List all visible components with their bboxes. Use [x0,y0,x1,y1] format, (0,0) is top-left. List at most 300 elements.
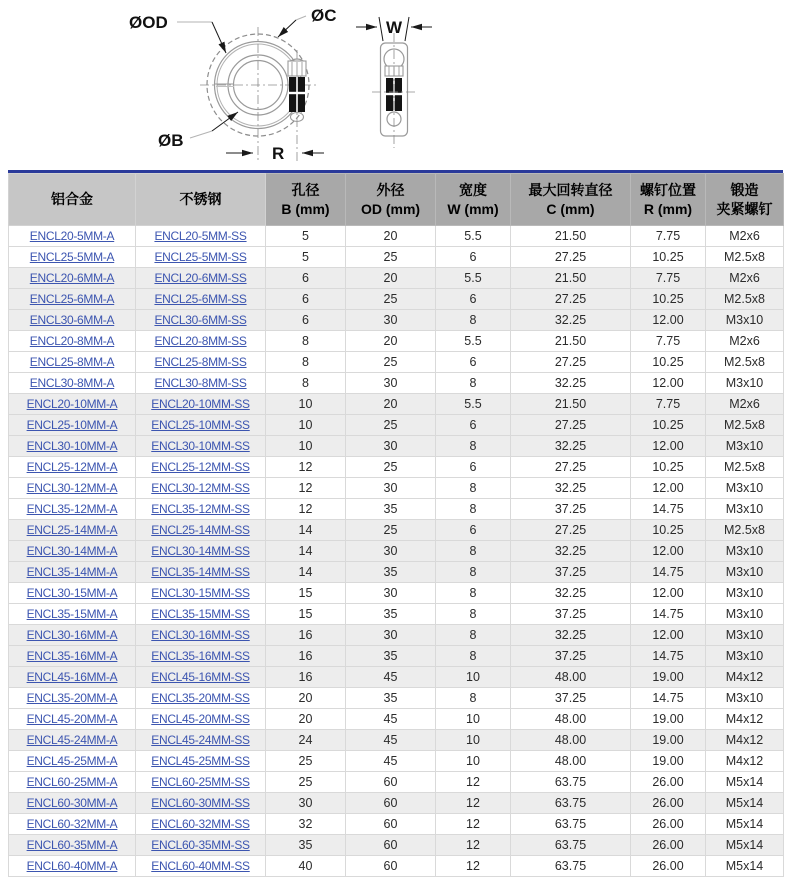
part-number-cell [9,415,136,436]
table-row [9,730,784,751]
od-cell: 25 [346,457,436,478]
stainless-part-link[interactable]: ENCL25-14MM-SS [151,522,250,537]
stainless-part-link[interactable]: ENCL20-6MM-SS [154,270,247,285]
stainless-part-link[interactable]: ENCL30-16MM-SS [151,627,250,642]
clamp-screw-cell: M3x10 [706,688,784,709]
screw-position-cell: 26.00 [631,793,706,814]
table-row [9,415,784,436]
stainless-part-link[interactable]: ENCL30-15MM-SS [151,585,250,600]
stainless-part-link[interactable]: ENCL45-24MM-SS [151,732,250,747]
part-number-cell [9,268,136,289]
stainless-part-link[interactable]: ENCL60-40MM-SS [151,858,250,873]
stainless-part-link[interactable]: ENCL35-12MM-SS [151,501,250,516]
bore-cell: 6 [266,310,346,331]
screw-position-cell: 14.75 [631,562,706,583]
stainless-part-link[interactable]: ENCL30-12MM-SS [151,480,250,495]
table-row [9,646,784,667]
width-cell: 10 [436,730,511,751]
bore-cell: 12 [266,457,346,478]
table-row [9,331,784,352]
aluminum-part-link[interactable]: ENCL60-35MM-A [26,837,118,852]
width-cell: 6 [436,415,511,436]
table-row [9,394,784,415]
swing-diameter-cell: 27.25 [511,415,631,436]
part-number-cell [9,520,136,541]
stainless-part-link[interactable]: ENCL35-16MM-SS [151,648,250,663]
aluminum-part-link[interactable]: ENCL35-20MM-A [26,690,118,705]
part-number-cell [136,289,266,310]
width-cell: 8 [436,541,511,562]
width-cell: 5.5 [436,268,511,289]
table-row [9,520,784,541]
clamp-screw-cell: M2x6 [706,268,784,289]
stainless-part-link[interactable]: ENCL25-12MM-SS [151,459,250,474]
bore-cell: 15 [266,583,346,604]
screw-position-cell: 12.00 [631,541,706,562]
part-number-cell [9,373,136,394]
part-number-cell [9,625,136,646]
od-cell: 30 [346,436,436,457]
screw-position-cell: 10.25 [631,520,706,541]
od-cell: 20 [346,268,436,289]
od-cell: 35 [346,688,436,709]
width-cell: 8 [436,499,511,520]
col-header-od: 外径 OD (mm) [346,174,436,226]
width-cell: 6 [436,520,511,541]
table-row [9,625,784,646]
bore-cell: 8 [266,352,346,373]
part-number-cell [136,709,266,730]
part-number-cell [136,835,266,856]
bore-cell: 30 [266,793,346,814]
part-number-cell [9,835,136,856]
width-cell: 12 [436,856,511,877]
aluminum-part-link[interactable]: ENCL25-10MM-A [26,417,118,432]
table-row [9,793,784,814]
clamp-screw-cell: M4x12 [706,751,784,772]
od-cell: 35 [346,562,436,583]
od-cell: 20 [346,394,436,415]
width-cell: 12 [436,835,511,856]
od-cell: 25 [346,415,436,436]
part-number-cell [136,268,266,289]
table-row [9,310,784,331]
width-cell: 8 [436,688,511,709]
screw-position-cell: 10.25 [631,457,706,478]
swing-diameter-cell: 21.50 [511,394,631,415]
swing-diameter-cell: 21.50 [511,331,631,352]
part-number-cell [9,457,136,478]
width-cell: 8 [436,310,511,331]
swing-diameter-cell: 32.25 [511,310,631,331]
stainless-part-link[interactable]: ENCL60-30MM-SS [151,795,250,810]
bore-cell: 24 [266,730,346,751]
screw-position-cell: 12.00 [631,310,706,331]
table-row [9,268,784,289]
swing-diameter-cell: 63.75 [511,814,631,835]
clamp-screw-cell: M3x10 [706,625,784,646]
stainless-part-link[interactable]: ENCL25-6MM-SS [154,291,247,306]
stainless-part-link[interactable]: ENCL45-25MM-SS [151,753,250,768]
bore-cell: 12 [266,499,346,520]
swing-diameter-cell: 27.25 [511,352,631,373]
part-number-cell [136,562,266,583]
stainless-part-link[interactable]: ENCL25-5MM-SS [154,249,247,264]
od-cell: 60 [346,793,436,814]
screw-position-cell: 26.00 [631,856,706,877]
aluminum-part-link[interactable]: ENCL35-12MM-A [26,501,118,516]
od-cell: 30 [346,310,436,331]
width-cell: 10 [436,709,511,730]
table-row [9,688,784,709]
aluminum-part-link[interactable]: ENCL30-6MM-A [29,312,115,327]
bore-cell: 15 [266,604,346,625]
stainless-part-link[interactable]: ENCL30-6MM-SS [154,312,247,327]
stainless-part-link[interactable]: ENCL45-16MM-SS [151,669,250,684]
aluminum-part-link[interactable]: ENCL20-5MM-A [29,228,115,243]
clamp-screw-cell: M5x14 [706,835,784,856]
width-cell: 8 [436,478,511,499]
od-cell: 25 [346,520,436,541]
width-cell: 8 [436,373,511,394]
swing-diameter-cell: 37.25 [511,562,631,583]
aluminum-part-link[interactable]: ENCL25-5MM-A [29,249,115,264]
width-cell: 8 [436,562,511,583]
width-cell: 6 [436,289,511,310]
table-row [9,499,784,520]
aluminum-part-link[interactable]: ENCL20-6MM-A [29,270,115,285]
stainless-part-link[interactable]: ENCL60-32MM-SS [151,816,250,831]
dim-label-c: ØC [311,6,337,25]
shaft-collar-drawing [0,0,790,170]
stainless-part-link[interactable]: ENCL20-10MM-SS [151,396,250,411]
od-cell: 45 [346,751,436,772]
stainless-part-link[interactable]: ENCL45-20MM-SS [151,711,250,726]
aluminum-part-link[interactable]: ENCL30-15MM-A [26,585,118,600]
clamp-screw-cell: M2.5x8 [706,352,784,373]
od-cell: 25 [346,247,436,268]
part-number-cell [136,541,266,562]
bore-cell: 10 [266,394,346,415]
part-number-cell [9,478,136,499]
part-number-cell [136,478,266,499]
bore-cell: 40 [266,856,346,877]
stainless-part-link[interactable]: ENCL60-25MM-SS [151,774,250,789]
screw-position-cell: 26.00 [631,772,706,793]
part-number-cell [9,436,136,457]
aluminum-part-link[interactable]: ENCL60-32MM-A [26,816,118,831]
od-cell: 25 [346,352,436,373]
part-number-cell [9,331,136,352]
bore-cell: 12 [266,478,346,499]
aluminum-part-link[interactable]: ENCL30-10MM-A [26,438,118,453]
stainless-part-link[interactable]: ENCL30-8MM-SS [154,375,247,390]
bore-cell: 16 [266,667,346,688]
table-row [9,289,784,310]
bore-cell: 20 [266,709,346,730]
aluminum-part-link[interactable]: ENCL30-16MM-A [26,627,118,642]
spec-table [8,173,784,877]
stainless-part-link[interactable]: ENCL20-5MM-SS [154,228,247,243]
swing-diameter-cell: 27.25 [511,289,631,310]
od-cell: 60 [346,772,436,793]
aluminum-part-link[interactable]: ENCL30-8MM-A [29,375,115,390]
aluminum-part-link[interactable]: ENCL25-6MM-A [29,291,115,306]
swing-diameter-cell: 48.00 [511,667,631,688]
swing-diameter-cell: 63.75 [511,793,631,814]
clamp-screw-cell: M3x10 [706,583,784,604]
screw-position-cell: 12.00 [631,625,706,646]
table-row [9,478,784,499]
part-number-cell [9,751,136,772]
part-number-cell [9,688,136,709]
swing-diameter-cell: 32.25 [511,583,631,604]
bore-cell: 14 [266,541,346,562]
table-row [9,835,784,856]
bore-cell: 8 [266,373,346,394]
aluminum-part-link[interactable]: ENCL35-16MM-A [26,648,118,663]
screw-position-cell: 7.75 [631,394,706,415]
od-cell: 30 [346,478,436,499]
table-row [9,352,784,373]
od-cell: 30 [346,373,436,394]
aluminum-part-link[interactable]: ENCL35-14MM-A [26,564,118,579]
od-cell: 30 [346,583,436,604]
stainless-part-link[interactable]: ENCL30-14MM-SS [151,543,250,558]
stainless-part-link[interactable]: ENCL35-20MM-SS [151,690,250,705]
part-number-cell [9,352,136,373]
swing-diameter-cell: 27.25 [511,457,631,478]
clamp-screw-cell: M2x6 [706,331,784,352]
width-cell: 8 [436,625,511,646]
od-cell: 25 [346,289,436,310]
screw-position-cell: 7.75 [631,268,706,289]
aluminum-part-link[interactable]: ENCL25-12MM-A [26,459,118,474]
clamp-screw-cell: M3x10 [706,604,784,625]
od-cell: 45 [346,709,436,730]
swing-diameter-cell: 32.25 [511,541,631,562]
spec-table-header [9,174,784,226]
aluminum-part-link[interactable]: ENCL25-8MM-A [29,354,115,369]
part-number-cell [9,814,136,835]
width-cell: 6 [436,247,511,268]
table-row [9,751,784,772]
swing-diameter-cell: 37.25 [511,499,631,520]
aluminum-part-link[interactable]: ENCL60-40MM-A [26,858,118,873]
part-number-cell [136,499,266,520]
swing-diameter-cell: 63.75 [511,835,631,856]
bore-cell: 35 [266,835,346,856]
width-cell: 8 [436,604,511,625]
part-number-cell [9,604,136,625]
bore-cell: 5 [266,226,346,247]
screw-position-cell: 7.75 [631,226,706,247]
centerlines-side [372,33,416,148]
bore-cell: 10 [266,415,346,436]
screw-position-cell: 12.00 [631,478,706,499]
aluminum-part-link[interactable]: ENCL30-14MM-A [26,543,118,558]
screw-position-cell: 12.00 [631,583,706,604]
bore-cell: 6 [266,289,346,310]
clamp-screw-front [288,59,306,122]
clamp-screw-cell: M2.5x8 [706,247,784,268]
screw-position-cell: 14.75 [631,688,706,709]
clamp-screw-cell: M2.5x8 [706,520,784,541]
part-number-cell [9,730,136,751]
clamp-screw-cell: M5x14 [706,814,784,835]
aluminum-part-link[interactable]: ENCL45-16MM-A [26,669,118,684]
od-cell: 45 [346,667,436,688]
part-number-cell [9,310,136,331]
clamp-screw-cell: M4x12 [706,730,784,751]
col-header-clamp-screw: 锻造 夹紧螺钉 [706,174,784,226]
dim-label-b: ØB [158,131,184,150]
part-number-cell [136,226,266,247]
screw-position-cell: 14.75 [631,646,706,667]
spec-table-container [8,170,783,877]
table-row [9,856,784,877]
part-number-cell [136,772,266,793]
bore-cell: 5 [266,247,346,268]
part-number-cell [136,688,266,709]
part-number-cell [136,646,266,667]
part-number-cell [136,373,266,394]
width-cell: 5.5 [436,394,511,415]
width-cell: 10 [436,667,511,688]
spec-table-body [9,226,784,877]
table-row [9,457,784,478]
part-number-cell [9,646,136,667]
part-number-cell [136,415,266,436]
part-number-cell [9,583,136,604]
part-number-cell [136,331,266,352]
bore-cell: 14 [266,520,346,541]
width-cell: 8 [436,646,511,667]
screw-position-cell: 19.00 [631,730,706,751]
swing-diameter-cell: 48.00 [511,751,631,772]
swing-diameter-cell: 21.50 [511,268,631,289]
swing-diameter-cell: 27.25 [511,520,631,541]
clamp-screw-cell: M4x12 [706,709,784,730]
part-number-cell [136,625,266,646]
od-cell: 20 [346,226,436,247]
table-row [9,814,784,835]
stainless-part-link[interactable]: ENCL25-10MM-SS [151,417,250,432]
stainless-part-link[interactable]: ENCL35-15MM-SS [151,606,250,621]
width-cell: 12 [436,772,511,793]
dim-label-w: W [386,18,403,37]
aluminum-part-link[interactable]: ENCL45-20MM-A [26,711,118,726]
bore-cell: 16 [266,646,346,667]
aluminum-part-link[interactable]: ENCL60-25MM-A [26,774,118,789]
table-row [9,247,784,268]
clamp-screw-cell: M2.5x8 [706,415,784,436]
screw-position-cell: 19.00 [631,751,706,772]
bore-cell: 14 [266,562,346,583]
width-cell: 6 [436,352,511,373]
stainless-part-link[interactable]: ENCL20-8MM-SS [154,333,247,348]
part-number-cell [9,856,136,877]
table-row [9,583,784,604]
aluminum-part-link[interactable]: ENCL60-30MM-A [26,795,118,810]
stainless-part-link[interactable]: ENCL35-14MM-SS [151,564,250,579]
clamp-screw-cell: M2x6 [706,394,784,415]
width-cell: 12 [436,793,511,814]
part-number-cell [136,352,266,373]
screw-position-cell: 26.00 [631,835,706,856]
clamp-screw-cell: M3x10 [706,478,784,499]
stainless-part-link[interactable]: ENCL25-8MM-SS [154,354,247,369]
clamp-screw-cell: M2x6 [706,226,784,247]
aluminum-part-link[interactable]: ENCL20-8MM-A [29,333,115,348]
clamp-screw-cell: M5x14 [706,856,784,877]
stainless-part-link[interactable]: ENCL30-10MM-SS [151,438,250,453]
table-row [9,562,784,583]
screw-position-cell: 10.25 [631,289,706,310]
bore-cell: 20 [266,688,346,709]
leader-od [177,22,226,53]
aluminum-part-link[interactable]: ENCL35-15MM-A [26,606,118,621]
aluminum-part-link[interactable]: ENCL20-10MM-A [26,396,118,411]
stainless-part-link[interactable]: ENCL60-35MM-SS [151,837,250,852]
part-number-cell [9,541,136,562]
bore-cell: 10 [266,436,346,457]
aluminum-part-link[interactable]: ENCL45-25MM-A [26,753,118,768]
swing-diameter-cell: 37.25 [511,688,631,709]
aluminum-part-link[interactable]: ENCL30-12MM-A [26,480,118,495]
clamp-screw-cell: M3x10 [706,562,784,583]
clamp-screw-cell: M3x10 [706,646,784,667]
screw-position-cell: 26.00 [631,814,706,835]
part-number-cell [136,394,266,415]
table-row [9,541,784,562]
swing-diameter-cell: 32.25 [511,436,631,457]
aluminum-part-link[interactable]: ENCL25-14MM-A [26,522,118,537]
table-row [9,667,784,688]
part-number-cell [136,751,266,772]
screw-position-cell: 19.00 [631,709,706,730]
dim-label-r: R [272,144,285,163]
bore-cell: 25 [266,772,346,793]
dim-label-od: ØOD [129,13,168,32]
screw-position-cell: 19.00 [631,667,706,688]
swing-diameter-cell: 48.00 [511,730,631,751]
od-cell: 45 [346,730,436,751]
screw-position-cell: 12.00 [631,436,706,457]
aluminum-part-link[interactable]: ENCL45-24MM-A [26,732,118,747]
leader-c [278,16,306,37]
swing-diameter-cell: 48.00 [511,709,631,730]
width-cell: 10 [436,751,511,772]
swing-diameter-cell: 32.25 [511,373,631,394]
part-number-cell [136,793,266,814]
swing-diameter-cell: 63.75 [511,856,631,877]
col-header-width: 宽度 W (mm) [436,174,511,226]
od-cell: 60 [346,814,436,835]
bore-cell: 32 [266,814,346,835]
clamp-screw-cell: M5x14 [706,793,784,814]
od-cell: 30 [346,541,436,562]
col-header-bore: 孔径 B (mm) [266,174,346,226]
screw-position-cell: 10.25 [631,352,706,373]
part-number-cell [9,247,136,268]
swing-diameter-cell: 63.75 [511,772,631,793]
table-row [9,604,784,625]
part-number-cell [136,730,266,751]
col-header-aluminum: 铝合金 [9,174,136,226]
screw-position-cell: 10.25 [631,415,706,436]
screw-position-cell: 14.75 [631,499,706,520]
